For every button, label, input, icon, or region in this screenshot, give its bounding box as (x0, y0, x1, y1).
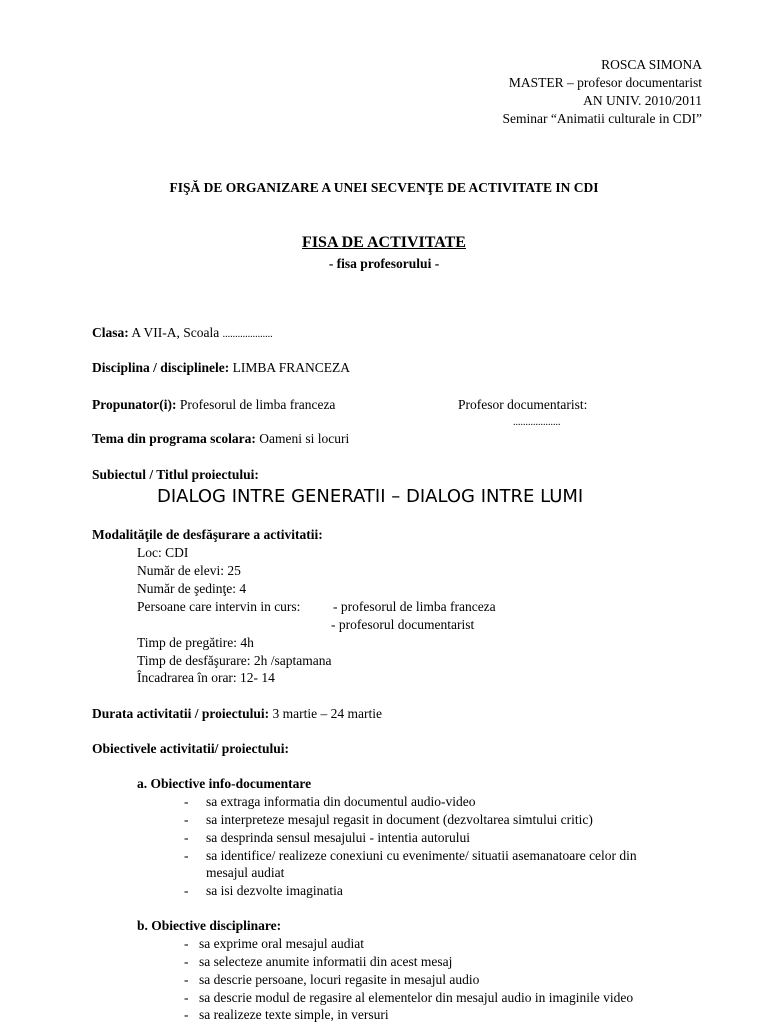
list-item: sa realizeze texte simple, in versuri (199, 1007, 389, 1022)
bullet: - (184, 812, 189, 827)
disciplina-label: Disciplina / disciplinele: (92, 360, 230, 375)
sheet-title: FISA DE ACTIVITATE (302, 234, 466, 251)
list-item: sa identifice/ realizeze conexiuni cu evenimente/ situatii asemanatoare celor din (206, 848, 637, 863)
elevi-line: Număr de elevi: 25 (137, 563, 241, 578)
clasa-label: Clasa: (92, 325, 129, 340)
list-item: sa descrie modul de regasire al elementelor din mesajul audio in imaginile video (199, 990, 634, 1005)
persoane-item-1: - profesorul de limba franceza (333, 599, 496, 614)
propunator-dots: ................... (513, 417, 561, 428)
subiect-label: Subiectul / Titlul proiectului: (92, 467, 259, 482)
bullet: - (184, 848, 189, 863)
list-item: sa isi dezvolte imaginatia (206, 883, 343, 898)
author-role: MASTER – profesor documentarist (508, 75, 702, 90)
list-item: sa interpreteze mesajul regasit in document (dezvoltarea simtului critic) (206, 812, 593, 827)
durata-value: 3 martie – 24 martie (269, 706, 382, 721)
disciplina-value: LIMBA FRANCEZA (229, 360, 351, 375)
persoane-item-2: - profesorul documentarist (331, 617, 475, 632)
project-title: DIALOG INTRE GENERATII – DIALOG INTRE LUMI (157, 486, 584, 507)
propunator-line (92, 396, 335, 413)
sheet-subtitle: - fisa profesorului - (328, 256, 440, 271)
list-item: sa desprinda sensul mesajului - intentia autorului (206, 830, 470, 845)
pregatire-line: Timp de pregătire: 4h (137, 635, 254, 650)
obiective-label: Obiectivele activitatii/ proiectului: (92, 741, 289, 756)
bullet: - (184, 1007, 189, 1022)
bullet: - (184, 794, 189, 809)
tema-line (92, 430, 349, 447)
tema-value: Oameni si locuri (255, 431, 350, 446)
obiective-a-title: a. Obiective info-documentare (137, 776, 312, 791)
tema-label: Tema din programa scolara: (92, 431, 256, 446)
loc-line: Loc: CDI (137, 545, 189, 560)
bullet: - (184, 954, 189, 969)
propunator-label: Propunator(i): (92, 397, 177, 412)
list-item: sa exprime oral mesajul audiat (199, 936, 364, 951)
clasa-line (92, 324, 273, 343)
bullet: - (184, 972, 189, 987)
desfasurare-line: Timp de desfăşurare: 2h /saptamana (137, 653, 332, 668)
propunator-value: Profesorul de limba franceza (176, 397, 336, 412)
list-item: sa descrie persoane, locuri regasite in mesajul audio (199, 972, 480, 987)
incadrare-line: Încadrarea în orar: 12- 14 (137, 670, 275, 685)
seminar-title: Seminar “Animatii culturale in CDI” (502, 111, 702, 126)
list-item: sa extraga informatia din documentul audio-video (206, 794, 476, 809)
modalitati-label: Modalităţile de desfăşurare a activitatii: (92, 527, 323, 542)
main-title: FIŞĂ DE ORGANIZARE A UNEI SECVENŢE DE ACTIVITATE IN CDI (169, 180, 599, 195)
clasa-value: A VII-A, Scoala (128, 325, 223, 340)
durata-label: Durata activitatii / proiectului: (92, 706, 270, 721)
propunator-second: Profesor documentarist: (458, 397, 588, 412)
author-name: ROSCA SIMONA (601, 57, 702, 72)
list-item-continuation: mesajul audiat (206, 865, 285, 880)
bullet: - (184, 883, 189, 898)
bullet: - (184, 936, 189, 951)
academic-year: AN UNIV. 2010/2011 (583, 93, 702, 108)
disciplina-line (92, 359, 350, 376)
clasa-dots: .................... (222, 329, 273, 340)
obiective-b-title: b. Obiective disciplinare: (137, 918, 282, 933)
persoane-label: Persoane care intervin in curs: (137, 599, 301, 614)
sedinte-line: Număr de şedinţe: 4 (137, 581, 247, 596)
list-item: sa selecteze anumite informatii din acest mesaj (199, 954, 453, 969)
bullet: - (184, 830, 189, 845)
bullet: - (184, 990, 189, 1005)
durata-line (92, 705, 382, 722)
